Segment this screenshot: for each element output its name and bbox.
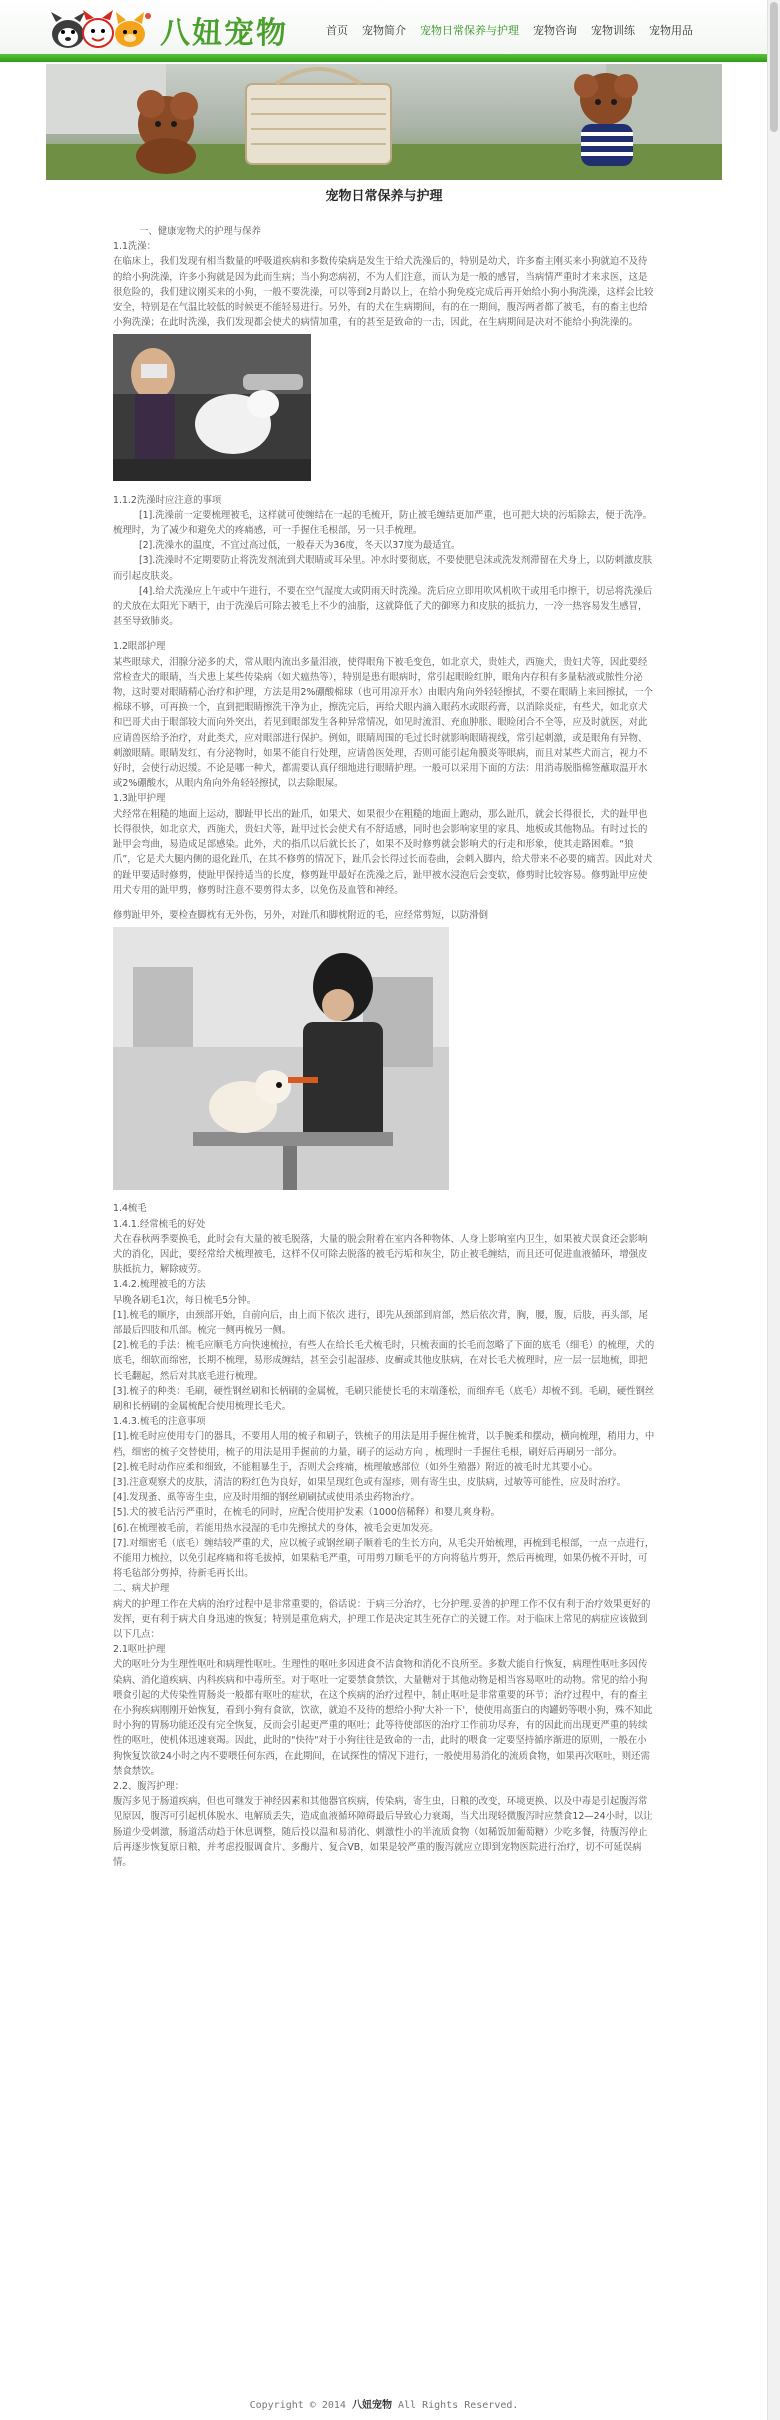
footer — [0, 2396, 768, 2411]
paragraph: [1].梳毛时应使用专门的器具，不要用人用的梳子和刷子，铁梳子的用法是用手握住梳背，以手腕柔和摆动，横向梳理，稍用力，中档，细密的梳子交替使用，梳子的用法是用手握前的力量，刷子的运动方向 ，梳理时一手握住毛根，刷好后再刷另一部分。 — [113, 1431, 655, 1458]
nav-daily-care[interactable]: 宠物日常保养与护理 — [420, 24, 519, 37]
paragraph: [3].洗澡时不定期要防止将洗发剂流到犬眼睛或耳朵里。冲水时要彻底，不要使肥皂沫或洗发剂滞留在犬身上，以防刺激皮肤而引起皮肤炎。 — [113, 555, 653, 582]
page-title: 宠物日常保养与护理 — [325, 189, 443, 204]
paragraph: [3].注意观察犬的皮肤，清洁的粉红色为良好，如果呈现红色或有湿疹，则有寄生虫，皮肤病，过敏等可能性，应及时治疗。 — [113, 1476, 627, 1488]
paragraph: [2].梳毛的手法：梳毛应顺毛方向快速梳拉，有些人在给长毛犬梳毛时，只梳表面的长毛而忽略了下面的底毛（细毛）的梳理，犬的底毛，细软而绵密，长期不梳理，易形成缠结，甚至会引起湿疹、皮癣或其他皮肤病，在对长毛犬梳理时，应一层一层地梳，即把长毛翻起，然后对其底毛进行梳理。 — [113, 1340, 655, 1382]
paragraph: [1].洗澡前一定要梳理被毛，这样就可使缠结在一起的毛梳开，防止被毛缠结更加严重，也可把大块的污垢除去，便于洗净。梳理时，为了减少和避免犬的疼痛感，可一手握住毛根部，另一只手梳理。 — [113, 509, 653, 537]
subheading: 1.1洗澡： — [113, 241, 157, 253]
section-heading: 二、病犬护理 — [113, 1583, 170, 1595]
logo[interactable] — [48, 6, 158, 52]
subheading: 1.4梳毛 — [113, 1203, 147, 1215]
copyright-text: Copyright © 2014 — [249, 2400, 346, 2411]
paragraph: [2].梳毛时动作应柔和细致，不能粗暴生于，否则犬会疼痛，梳理敏感部位（如外生殖器）附近的被毛时尤其要小心。 — [113, 1461, 599, 1473]
main-nav — [326, 22, 707, 38]
nav-home[interactable]: 首页 — [326, 24, 348, 37]
brand-name: 八妞宠物 — [160, 16, 288, 51]
paragraph: 某些眼球犬，泪腺分泌多的犬，常从眼内流出多量泪液，使得眼角下被毛变色，如北京犬，贵娃犬，西施犬，贵妇犬等，因此要经常检查犬的眼睛，当犬患上某些传染病（如犬瘟热等），特别是患有眼病时，常引起眼睑红肿，眼角内存积有多量粘液或脓性分泌物，这时要对眼睛精心治疗和护理，方法是用2%硼酸棉球（也可用凉开水）由眼内角向外轻轻擦拭，不要在眼睛上来回擦拭，一个棉球不够，可再换一个，直到把眼睛擦洗干净为止，擦洗完后，再给犬眼内滴入眼药水或眼药膏，以消除炎症，有些犬，如北京犬和巴哥犬由于眼部较大而向外突出，若见到眼部发生各种异常情况，如见时流泪、充血肿胀、眼睑闭合不全等，应及时就医，对此应请兽医给予治疗，对此类犬，应对眼部进行保护。例如，眼睛周围的毛过长时就影响眼睛视线，常引起刺激，或是眼角有异物、刺激眼睛。眼睛发红、有分泌物时，如果不能自行处理，应请兽医处理，否则可能引起角膜炎等眼病，而且对某些犬而言，视力不好时，会使行动迟缓。不论是哪一种犬，都需要认真仔细地进行眼睛护理。一般可以采用下面的方法：用消毒脱脂棉签蘸取温开水或2%硼酸水，从眼内角向外角轻轻擦拭，以去除眼屎。 — [113, 656, 653, 790]
subheading: 1.4.1.经常梳毛的好处 — [113, 1218, 206, 1230]
paragraph: [4].发现蚤、虱等寄生虫，应及时用细的钢丝刷刷拭或使用杀虫药物治疗。 — [113, 1492, 420, 1504]
dog-grooming-photo — [113, 927, 449, 1190]
paragraph: 修剪趾甲外，要检查脚枕有无外伤，另外，对趾爪和脚枕附近的毛，应经常剪短，以防滑倒 — [113, 909, 489, 921]
section-heading: 一、健康宠物犬的护理与保养 — [139, 226, 261, 237]
subheading: 1.2眼部护理 — [113, 641, 166, 653]
scrollbar-thumb[interactable] — [770, 2, 778, 132]
subheading: 1.1.2洗澡时应注意的事项 — [113, 494, 222, 506]
nav-pet-consult[interactable]: 宠物咨询 — [533, 24, 577, 37]
subheading: 2.1呕吐护理 — [113, 1644, 166, 1656]
subheading: 1.4.2.梳理被毛的方法 — [113, 1279, 206, 1291]
paragraph: [1].梳毛的顺序，由颈部开始，自前向后，由上而下依次 进行，即先从颈部到肩部，然后依次背，胸，腰，腹，后肢，再头部，尾部最后四肢和爪部。梳完一侧再梳另一侧。 — [113, 1309, 648, 1336]
subheading: 1.3趾甲护理 — [113, 793, 166, 805]
paragraph: [5].犬的被毛沾污严重时，在梳毛的同时，应配合使用护发素（1000倍稀释）和婴儿爽身粉。 — [113, 1507, 500, 1519]
paragraph: 犬在春秋两季要换毛，此时会有大量的被毛脱落，大量的脱会附着在室内各种物体、人身上影响室内卫生，如果被犬误食还会影响犬的消化，因此，要经常给犬梳理被毛，这样不仅可除去脱落的被毛污垢和灰尘，防止被毛缠结，而且还可促进血液循环，增强皮肤抵抗力，解除疲劳。 — [113, 1233, 648, 1276]
nav-pet-training[interactable]: 宠物训练 — [591, 24, 635, 37]
nav-pet-supplies[interactable]: 宠物用品 — [649, 24, 693, 37]
article-body — [113, 224, 655, 1870]
banner-image — [46, 64, 722, 180]
rights-text: All Rights Reserved. — [397, 2400, 519, 2411]
paragraph: [6].在梳理被毛前，若能用热水浸湿的毛巾先擦拭犬的身体，被毛会更加发亮。 — [113, 1522, 439, 1534]
nav-pet-intro[interactable]: 宠物简介 — [362, 24, 406, 37]
paragraph: 犬经常在粗糙的地面上运动，脚趾甲长出的趾爪，如果犬、如果很少在粗糙的地面上跑动，那么趾爪，就会长得很长，犬的趾甲也长得很快，如北京犬，西施犬，贵妇犬等，趾甲过长会使犬有不舒适感，同时也会影响家里的家具、地板或其他物品。有时过长的趾甲会弯曲，易造成足部感染。此外，犬的指爪以后就长长了，如果不及时修剪就会影响犬的行走和形象，使其走路困难。“狼爪”，它是犬大腿内侧的退化趾爪，在其不修剪的情况下，趾爪会长得过长而卷曲，会刺入脚内，给犬带来不必要的痛苦。因此对犬的趾甲要适时修剪，使趾甲保持适当的长度，修剪趾甲最好在洗澡之后，趾甲被水浸泡后会变软，修剪时比较容易。修剪趾甲应使用犬专用的趾甲剪，修剪时注意不要剪得太多，以免伤及血管和神经。 — [113, 808, 653, 896]
subheading: 1.4.3.梳毛的注意事项 — [113, 1416, 206, 1428]
paragraph: 在临床上，我们发现有相当数量的呼吸道疾病和多数传染病是发生于给犬洗澡后的，特别是幼犬，许多畜主刚买来小狗就迫不及待的给小狗洗澡，许多小狗就是因为此而生病；当小狗恋病初，不为人们注意，而认为是一般的感冒，当病情严重时才来求医，这是很危险的，我们建议刚买来的小狗，一般不要洗澡，可以等到2月龄以上，在给小狗免疫完成后再开始给小狗小狗洗澡，这样会比较安全，特别是在气温比较低的时候更不能轻易进行。另外，有的犬在生病期间，有的在一期间，腹泻两者都了被毛，有的畜主也给小狗洗澡；在此时洗澡，我们发现都会使犬的病情加重，有的甚至是致命的一击，因此，在生病期间是决对不能给小狗洗澡的。 — [113, 256, 654, 329]
footer-brand: 八妞宠物 — [351, 2400, 392, 2411]
dog-bath-photo — [113, 334, 311, 481]
paragraph: 犬的呕吐分为生理性呕吐和病理性呕吐。生理性的呕吐多因进食不洁食物和消化不良所至。多数犬能自行恢复，病理性呕吐多因传染病、消化道疾病、内科疾病和中毒所至。对于呕吐一定要禁食禁饮，大量糖对于其他动物是相当容易呕吐的动物。常见的给小狗喂食引起的犬传染性胃肠炎一般都有呕吐的症状，在这个疾病的治疗过程中，制止呕吐是非常重要的环节；治疗过程中，有的畜主在小狗疾病刚刚开始恢复，看到小狗有食欲，饮欲，就迫不及待的想给小狗'大补一下'，使使用高蛋白的肉罐奶等喂小狗，殊不知此时小狗的胃肠功能还没有完全恢复，反而会引起更严重的呕吐；此等待使部医的治疗工作前功尽弃，有的因此而出现更严重的转续性的呕吐，使机体迅速衰竭。因此，此时的"快待"对于小狗往往是致命的一击，此时的喂食一定要坚持循序渐进的原则，一般在小狗恢复饮欲24小时之内不要喂任何东西，在此期间，在试探性的情况下进行，一般使用易消化的流质食物，如果再次呕吐，则还需禁食禁饮。 — [113, 1659, 653, 1777]
paragraph: 早晚各刷毛1次，每日梳毛5分钟。 — [113, 1294, 257, 1306]
header-divider — [0, 54, 768, 62]
subheading: 2.2、腹泻护理： — [113, 1781, 185, 1793]
paragraph: 病犬的护理工作在犬病的治疗过程中是非常重要的，俗话说：于病三分治疗，七分护理.妥善的护理工作不仅有利于治疗效果更好的发挥，更有利于病犬自身迅速的恢复；特别是重危病犬，护理工作是决定其生死存亡的关键工作。对于临床上常见的病症应该做到以下几点： — [113, 1598, 651, 1640]
paragraph: [3].梳子的种类：毛刷，硬性钢丝刷和长柄刷的金属梳，毛刷只能使长毛的末端蓬松，而细弃毛（底毛）却梳不到。毛刷，硬性钢丝刷和长柄刷的金属梳配合使用梳理长毛犬。 — [113, 1385, 655, 1412]
paragraph: 腹泻多见于肠道疾病，但也可继发于神经因素和其他器官疾病，传染病，寄生虫，日粮的改变，环境更换、以及中毒是引起腹泻常见原因，腹泻可引起机体脱水、电解质丢失，造成血液循环障碍最后导致心力衰竭，当犬出现轻微腹泻时应禁食12—24小时，以让肠道少受刺激，肠道活动趋于休息调整，随后投以温和易消化、刺激性小的半流质食物（如稀饭加葡萄糖）少吃多餐，待腹泻停止后再逐步恢复原日粮，并考虑投服调食片、多酶片、复合VB，如果是较严重的腹泻就应立即到宠物医院进行治疗，切不可延误病情。 — [113, 1796, 653, 1869]
paragraph: [7].对细密毛（底毛）缠结较严重的犬，应以梳子或钢丝刷子顺着毛的生长方向，从毛尖开始梳理，再梳到毛根部，一点一点进行，不能用力梳拉，以免引起疼痛和将毛拔掉，如果粘毛严重，可用剪刀顺毛平的方向将毡片剪开，然后再梳理，如果仍梳不开时，可将毛毡部分剪掉，待新毛再长出。 — [113, 1537, 655, 1580]
paragraph: [2].洗澡水的温度，不宜过高过低，一般春天为36度，冬天以37度为最适宜。 — [139, 540, 461, 552]
header — [0, 0, 768, 54]
paragraph: [4].给犬洗澡应上午或中午进行，不要在空气湿度大或阴雨天时洗澡。洗后应立即用吹风机吹干或用毛巾擦干，切忌将洗澡后的犬放在太阳光下晒干，由于洗澡后可除去被毛上不少的油脂，这就降低了犬的御寒力和皮肤的抵抗力，一冷一热容易发生感冒，甚至导致肺炎。 — [113, 585, 653, 628]
vertical-scrollbar[interactable] — [767, 0, 780, 2420]
